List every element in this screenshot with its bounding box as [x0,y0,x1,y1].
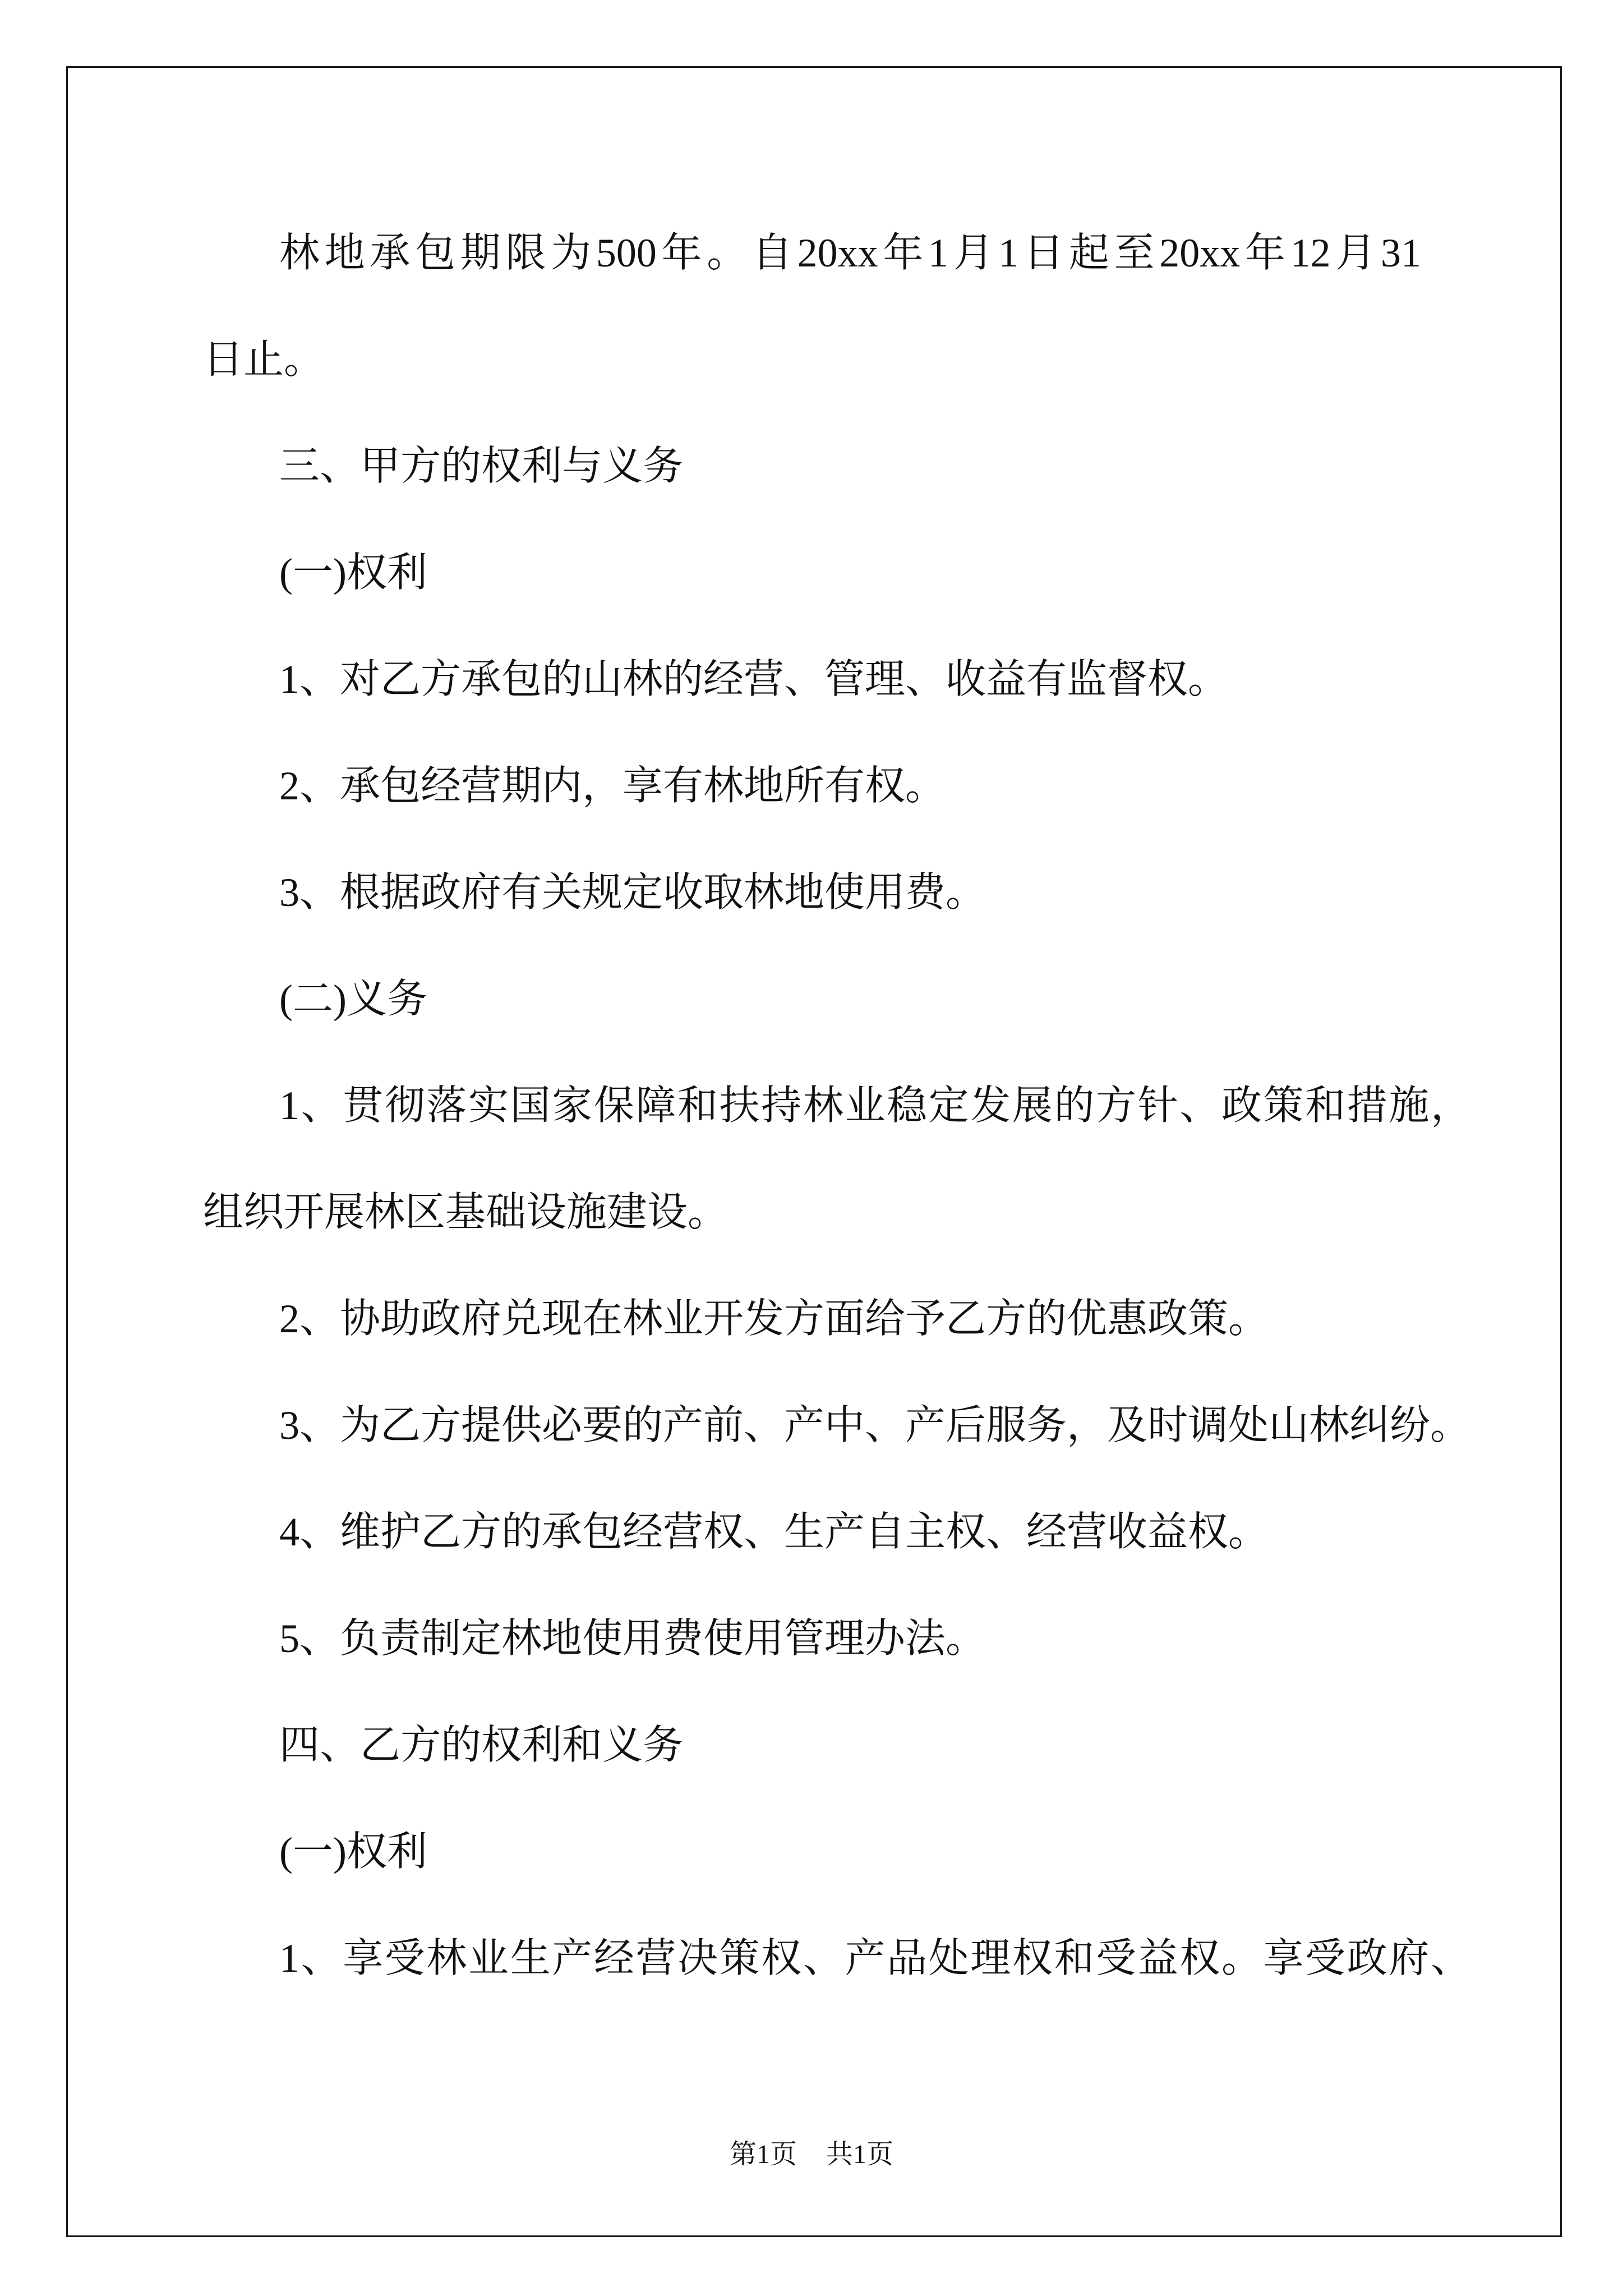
list-item-line: 1、贯彻落实国家保障和扶持林业稳定发展的方针、政策和措施， [279,1083,1471,1128]
list-item-line: 2、承包经营期内，享有林地所有权。 [279,763,946,808]
section-heading-text: 四、乙方的权利和义务 [279,1723,684,1768]
subsection-heading-text: (一)权利 [279,1829,427,1874]
list-item [203,1266,1471,1372]
list-item-line: 2、协助政府兑现在林业开发方面给予乙方的优惠政策。 [279,1296,1269,1341]
paragraph-line: 林地承包期限为500年。自20xx年1月1日起至20xx年12月31 [279,231,1421,275]
section-heading [203,413,1471,519]
subsection-heading [203,1798,1471,1905]
list-item-line: 4、维护乙方的承包经营权、生产自主权、经营收益权。 [279,1510,1269,1554]
list-item [203,733,1471,839]
subsection-heading-text: (二)义务 [279,977,427,1022]
list-item [203,1052,1471,1266]
page-footer [0,2138,1623,2171]
list-item-line: 3、为乙方提供必要的产前、产中、产后服务，及时调处山林纠纷。 [279,1403,1471,1448]
list-item [203,1372,1471,1479]
list-item [203,839,1471,946]
list-item [203,626,1471,733]
page-number-current: 第1页 [729,2139,797,2169]
paragraph-line: 日止。 [203,337,325,382]
document-body [203,200,1471,2012]
list-item-line: 1、对乙方承包的山林的经营、管理、收益有监督权。 [279,657,1229,702]
list-item-line: 组织开展林区基础设施建设。 [203,1190,728,1235]
subsection-heading [203,946,1471,1052]
list-item-line: 1、享受林业生产经营决策权、产品处理权和受益权。享受政府、 [279,1936,1471,1981]
page-number-total: 共1页 [826,2139,894,2169]
list-item-line: 3、根据政府有关规定收取林地使用费。 [279,870,986,915]
list-item [203,1905,1471,2012]
subsection-heading [203,519,1471,626]
list-item-line: 5、负责制定林地使用费使用管理办法。 [279,1616,986,1661]
list-item [203,1585,1471,1692]
section-heading [203,1692,1471,1798]
paragraph-term [203,200,1471,413]
subsection-heading-text: (一)权利 [279,550,427,595]
list-item [203,1479,1471,1585]
section-heading-text: 三、甲方的权利与义务 [279,444,684,489]
